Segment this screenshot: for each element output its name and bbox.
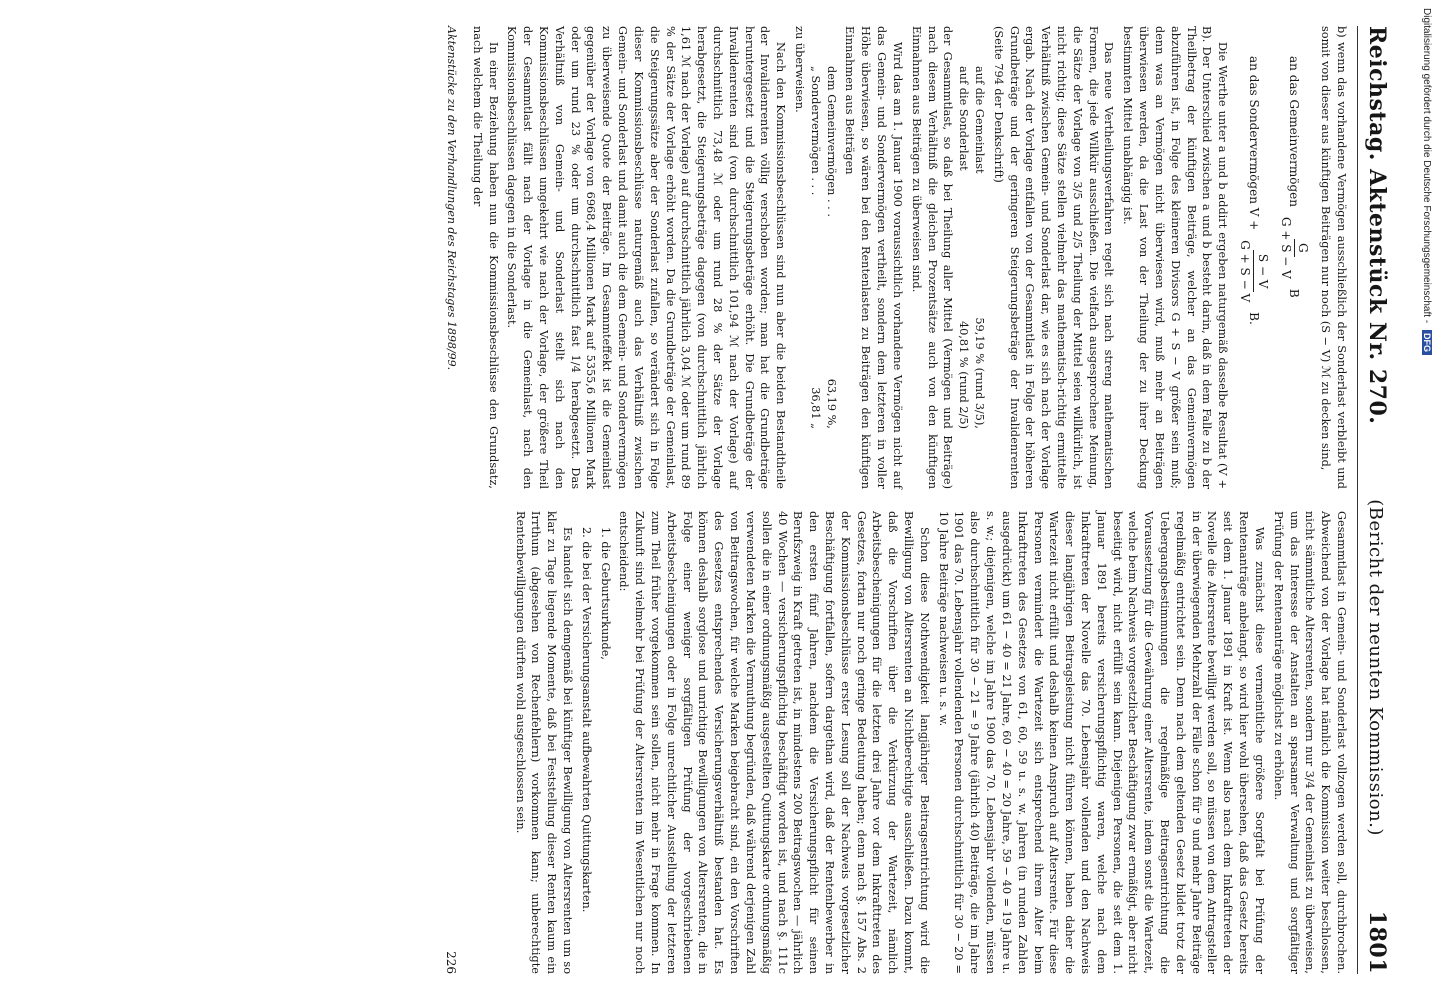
sheet-number: 226 (444, 951, 458, 974)
share-row (823, 26, 839, 489)
share-value: 40,81 % (rund 2/5) (957, 320, 971, 429)
dfg-logo: DFG (1422, 330, 1432, 355)
share-row (971, 26, 987, 489)
fraction-denominator: G + S − V (1237, 240, 1252, 303)
paragraph: der Gesammtlast, so daß bei Theilung aller Mittel (Vermögen und Beiträge) nach diesem Verhältniß die gleichen Prozentsätze auch von den künftigen Einnahmen aus Beiträgen zu überweisen sind. (909, 26, 955, 489)
page-number: 1801 (1364, 910, 1390, 974)
share-label: auf die Gemeinlast (973, 66, 986, 174)
share-value: 63,19 %, (824, 378, 838, 429)
scan-credit-text: Digitalisierung gefördert durch die Deutsche Forschungsgemeinschaft - (1421, 8, 1432, 324)
scan-credit (1421, 8, 1432, 1008)
paragraph: In einer Beziehung haben nun die Kommissionsbeschlüsse den Grundsatz, nach welchem die Theilung der (470, 26, 500, 489)
footer-source: Aktenstücke zu den Verhandlungen des Reichstages 1898/99. (445, 26, 458, 371)
paragraph: Was zunächst diese vermeintliche größere Sorgfalt bei Prüfung der Rentenanträge anbelangt, so wird hier wohl übersehen, daß das Gesetz bereits seit dem 1. Januar 1891 in Kraft ist. Wenn also nach dem Inkrafttreten der Novelle die Altersrente bewilligt werden soll, so müssen von dem Antragsteller in der überwiegenden Mehrzahl der Fälle schon für 9 und mehr Jahre Beiträge regelmäßig entrichtet sein. Denn nach dem geltenden Gesetz bildet trotz der Uebergangsbestimmungen die regelmäßige Beitragsentrichtung die Voraussetzung für die Gewährung einer Altersrente, indem sonst die Wartezeit, welche beim Nachweis vorgesetzlicher Beschäftigung zwar ermäßigt, aber nicht beseitigt wird, nicht erfüllt sein kann. Diejenigen Personen, die seit dem 1. Januar 1891 bereits versicherungspflichtig waren, welche nach dem Inkrafttreten der Novelle das 70. Lebensjahr vollenden und den Nachweis dieser langjährigen Beitragsleistung nicht führen können, haben daher die Wartezeit nicht erfüllt und deshalb keinen Anspruch auf Altersrente. Für diese Personen vermindert die Wartezeit sich entsprechend ihrem Alter beim Inkrafttreten des Gesetzes von 61, 60, 59 u. s. w. Jahren (in runden Zahlen ausgedrückt) um 61 − 40 = 21 Jahre, 60 − 40 = 20 Jahre, 59 − 40 = 19 Jahre u. s. w.; diejenigen, welche im Jahre 1900 das 70. Lebensjahr vollenden, müssen also durchschnittlich für 30 − 21 = 9 Jahre (jährlich 40) Beiträge, die im Jahre 1901 das 70. Lebensjahr vollendenden Personen durchschnittlich für 30 − 20 = 10 Jahre Beiträge nachweisen u. s. w. (936, 511, 1266, 974)
scan-credit-strip (1412, 0, 1434, 1000)
paragraph: Das neue Vertheilungsverfahren regelt sich nach streng mathematischen Formen, die jede Willkür ausschließen. Die vielfach ausgesprochene Meinung, die Sätze der Vorlage von 3/5 und 2/5 Theilung der Mittel seien willkürlich, ist nicht richtig; diese Sätze stellen vielmehr das mathematisch-richtig ermittelte Verhältniß zwischen Gemein- und Sonderlast dar, wie es sich nach der Vorlage ergab. Nach der Vorlage entfallen von der Gesammtlast in Folge der höheren Grundbeträge und der geringeren Steigerungsbeträge der Invalidenrenten (Seite 794 der Denkschrift) (991, 26, 1116, 489)
formula-tail: B. (1246, 312, 1261, 325)
share-row (955, 26, 971, 489)
fraction-denominator: G + S − V (1278, 216, 1293, 279)
header-center: (Bericht der neunten Kommission.) (1365, 499, 1386, 836)
formula-label: an das Sondervermögen V + (1246, 56, 1261, 231)
share-value: 59,19 % (rund 3/5), (973, 317, 986, 429)
fraction-numerator: S − V (1253, 250, 1271, 293)
paragraph: Die Werthe unter a und b addirt ergeben naturgemäß dasselbe Resultat (V + B). Der Unterschied zwischen a und b besteht darin, daß in dem Falle zu b der Theilbetrag der künftigen Beiträge, welcher an das Gemeinvermögen abzuführen ist, in Folge des kleineren Divisors G + S − V größer sein muß; denn was an Vermögen nicht überwiesen wird, muß mehr an Beiträgen überwiesen werden, da die Last von der Theilung der zu ihrer Deckung bestimmten Mittel unabhängig ist. (1121, 26, 1230, 489)
fraction (1236, 240, 1271, 302)
paragraph: b) wenn das vorhandene Vermögen ausschließlich der Sonderlast verbleibt und somit von dieser aus künftigen Beiträgen nur noch (S − V) ℳ zu decken sind, (1319, 26, 1348, 489)
list-item: 1. die Geburtsurkunde, (598, 527, 612, 661)
text-columns (466, 26, 1349, 974)
formula-gemeinvermoegen (1277, 56, 1312, 489)
formula-sondervermoegen (1236, 56, 1271, 489)
paragraph: Es handelt sich demgemäß bei künftiger Bewilligung von Altersrenten um so klar zu Tage liegende Momente, daß bei Feststellung dieser Renten kaum ein Irrthum (abgesehen von Rechenfehlern) vorkommen kann; unberechtigte Rentenbewilligungen dürften wohl ausgeschlossen sein. (513, 511, 574, 974)
page-footer (444, 26, 458, 974)
fraction (1277, 217, 1312, 279)
page-header (1357, 26, 1390, 974)
left-column (466, 26, 1349, 489)
share-value: 36,81 „ (808, 387, 822, 429)
paragraph: zu überweisen. (793, 26, 807, 113)
paragraph: Nach den Kommissionsbeschlüssen sind nun aber die beiden Bestandtheile der Invalidenrenten völlig verschoben worden; man hat die Grundbeträge heruntergesetzt und die Steigerungsbeträge erhöht. Die Grundbeträge der Invalidenrenten sind (von durchschnittlich 101,94 ℳ nach der Vorlage) auf durchschnittlich 73,48 ℳ oder um rund 28 % der Sätze der Vorlage herabgesetzt, die Steigerungsbeträge dagegen (von durchschnittlich jährlich 1,61 ℳ nach der Vorlage) auf durchschnittlich jährlich 3,04 ℳ oder um rund 89 % der Sätze der Vorlage erhöht worden. Da die Grundbeträge der Gemeinlast, die Steigerungssätze aber der Sonderlast zufallen, so verändert sich in Folge dieser Kommissionsbeschlüsse naturgemäß auch das Verhältniß zwischen Gemein- und Sonderlast und damit auch die dem Gemein- und Sondervermögen zu überweisende Quote der Beiträge. Im Gesammteffekt ist die Gemeinlast gegenüber der Vorlage von 6968,4 Millionen Mark auf 5355,6 Millionen Mark oder um rund 23 % oder um durchschnittlich fast 1/4 herabgesetzt. Das Verhältniß von Gemein- und Sonderlast stellt sich nach den Kommissionsbeschlüssen umgekehrt wie nach der Vorlage, der größere Theil der Gesammtlast fällt nach der Vorlage in die Gemeinlast, nach den Kommissionsbeschlüssen dagegen in die Sonderlast. (505, 26, 788, 489)
header-left: Reichstag. Aktenstück Nr. 270. (1364, 26, 1390, 425)
paragraph: Wird das am 1. Januar 1900 voraussichtlich vorhandene Vermögen nicht auf das Gemein- und Sondervermögen vertheilt, sondern dem letzteren in voller Höhe überwiesen, so wären bei den Rentenlasten zu Beiträgen den künftigen Einnahmen aus Beiträgen (843, 26, 904, 489)
share-label: auf die Sonderlast (957, 66, 971, 171)
share-label: dem Gemeinvermögen . . . (824, 66, 838, 217)
paragraph: Schon diese Nothwendigkeit langjähriger Beitragsentrichtung wird die Bewilligung von Altersrenten an Nichtberechtigte ausschließen. Dazu kommt, daß die Vorschriften über die Verkürzung der Wartezeit, nämlich Arbeitsbescheinigungen für die letzten drei Jahre vor dem Inkrafttreten des Gesetzes, fortan nur noch geringe Bedeutung haben; denn nach §. 157 Abs. 2 der Kommissionsbeschlüsse erster Lesung soll der Nachweis vorgesetzlicher Beschäftigung fortfallen, sofern dargethan wird, daß der Rentenbewerber in den ersten fünf Jahren, nachdem die Versicherungspflicht für seinen Berufszweig in Kraft getreten ist, in mindestens 200 Beitragswochen — jährlich 40 Wochen — versicherungspflichtig beschäftigt worden ist, und nach §. 111c sollen die in einer ordnungsmäßig ausgestellten Quittungskarte ordnungsmäßig verwendeten Marken die Vermuthung begründen, daß während derjenigen Zahl von Beitragswochen, für welche Marken beigebracht sind, ein den Vorschriften des Gesetzes entsprechendes Versicherungsverhältniß bestanden hat. Es können deshalb sorglose und unrichtige Bewilligungen von Altersrenten, die in Folge einer weniger sorgfältigen Prüfung der vorgeschriebenen Arbeitsbescheinigungen oder in Folge unrechtlicher Ausstellung der letzteren zum Theil früher vorgekommen sein sollen, nicht mehr in Frage kommen. In Zukunft sind vielmehr bei Prüfung der Altersrenten im Wesentlichen nur noch entscheidend: (617, 511, 931, 974)
fraction-numerator: G (1294, 239, 1312, 257)
right-column (466, 511, 1349, 974)
share-row (807, 26, 823, 489)
paragraph: Gesammtlast in Gemein- und Sonderlast vollzogen werden soll, durchbrochen. Abweichend von der Vorlage hat nämlich die Kommission weiter beschlossen, nicht sämmtliche Altersrenten, sondern nur 3/4 der Gemeinlast zu überweisen, um das Interesse der Anstalten an sparsamer Verwaltung und sorgfältiger Prüfung der Rentenanträge möglichst zu erhöhen. (1271, 511, 1348, 974)
formula-label: an das Gemeinvermögen (1287, 56, 1302, 207)
formula-tail: B (1287, 288, 1302, 298)
list-item: 2. die bei der Versicherungsanstalt aufbewahrten Quittungskarten. (579, 527, 593, 913)
share-label: „ Sondervermögen . . . (808, 66, 822, 196)
